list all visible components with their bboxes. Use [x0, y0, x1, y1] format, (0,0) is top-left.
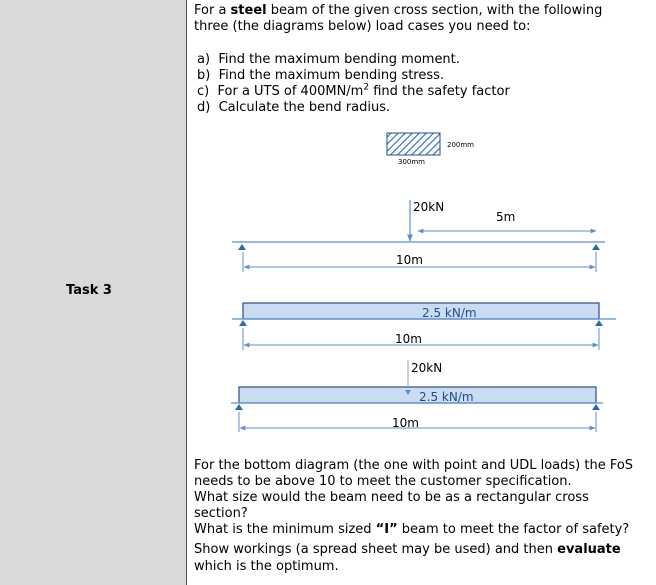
d2-udl-block	[243, 303, 599, 319]
beam-diagrams	[187, 120, 656, 440]
d1-load-label: 20kN	[413, 200, 445, 214]
intro-line-1: For a steel beam of the given cross section, with the following	[194, 3, 603, 18]
cross-section-height-label: 200mm	[447, 141, 474, 149]
task-item-d: d) Calculate the bend radius.	[197, 100, 391, 115]
closing-p4-line2: which is the optimum.	[194, 559, 339, 574]
d3-udl-label: 2.5 kN/m	[419, 390, 474, 404]
task-label-cell	[0, 0, 186, 585]
d1-left-support	[238, 244, 246, 250]
d2-udl-label: 2.5 kN/m	[422, 306, 477, 320]
closing-p2-line2: section?	[194, 506, 248, 521]
d2-right-support	[595, 320, 603, 326]
d3-load-label: 20kN	[411, 361, 443, 375]
task-label: Task 3	[66, 283, 112, 298]
closing-p1-line2: needs to be above 10 to meet the customer specification.	[194, 474, 572, 489]
cross-section-rect	[387, 133, 440, 155]
d3-left-support	[235, 404, 243, 410]
d3-udl-block	[239, 387, 596, 403]
task-item-b: b) Find the maximum bending stress.	[197, 68, 445, 83]
closing-p2-line1: What size would the beam need to be as a rectangular cross	[194, 490, 589, 505]
d1-half-span-label: 5m	[496, 210, 516, 224]
cross-section-width-label: 300mm	[398, 158, 425, 166]
d1-right-support	[592, 244, 600, 250]
d2-span-label: 10m	[395, 332, 422, 346]
task-item-a: a) Find the maximum bending moment.	[197, 52, 460, 67]
d3-span-label: 10m	[392, 416, 419, 430]
d3-right-support	[592, 404, 600, 410]
intro-line-2: three (the diagrams below) load cases you need to:	[194, 19, 531, 34]
d2-left-support	[239, 320, 247, 326]
d1-span-label: 10m	[396, 253, 423, 267]
closing-p4-line1: Show workings (a spread sheet may be used) and then evaluate	[194, 542, 621, 557]
closing-p1-line1: For the bottom diagram (the one with point and UDL loads) the FoS	[194, 458, 634, 473]
task-item-c: c) For a UTS of $400MN/m^2$ find the safety factor	[197, 82, 510, 99]
closing-p3: What is the minimum sized “I” beam to meet the factor of safety?	[194, 522, 630, 537]
